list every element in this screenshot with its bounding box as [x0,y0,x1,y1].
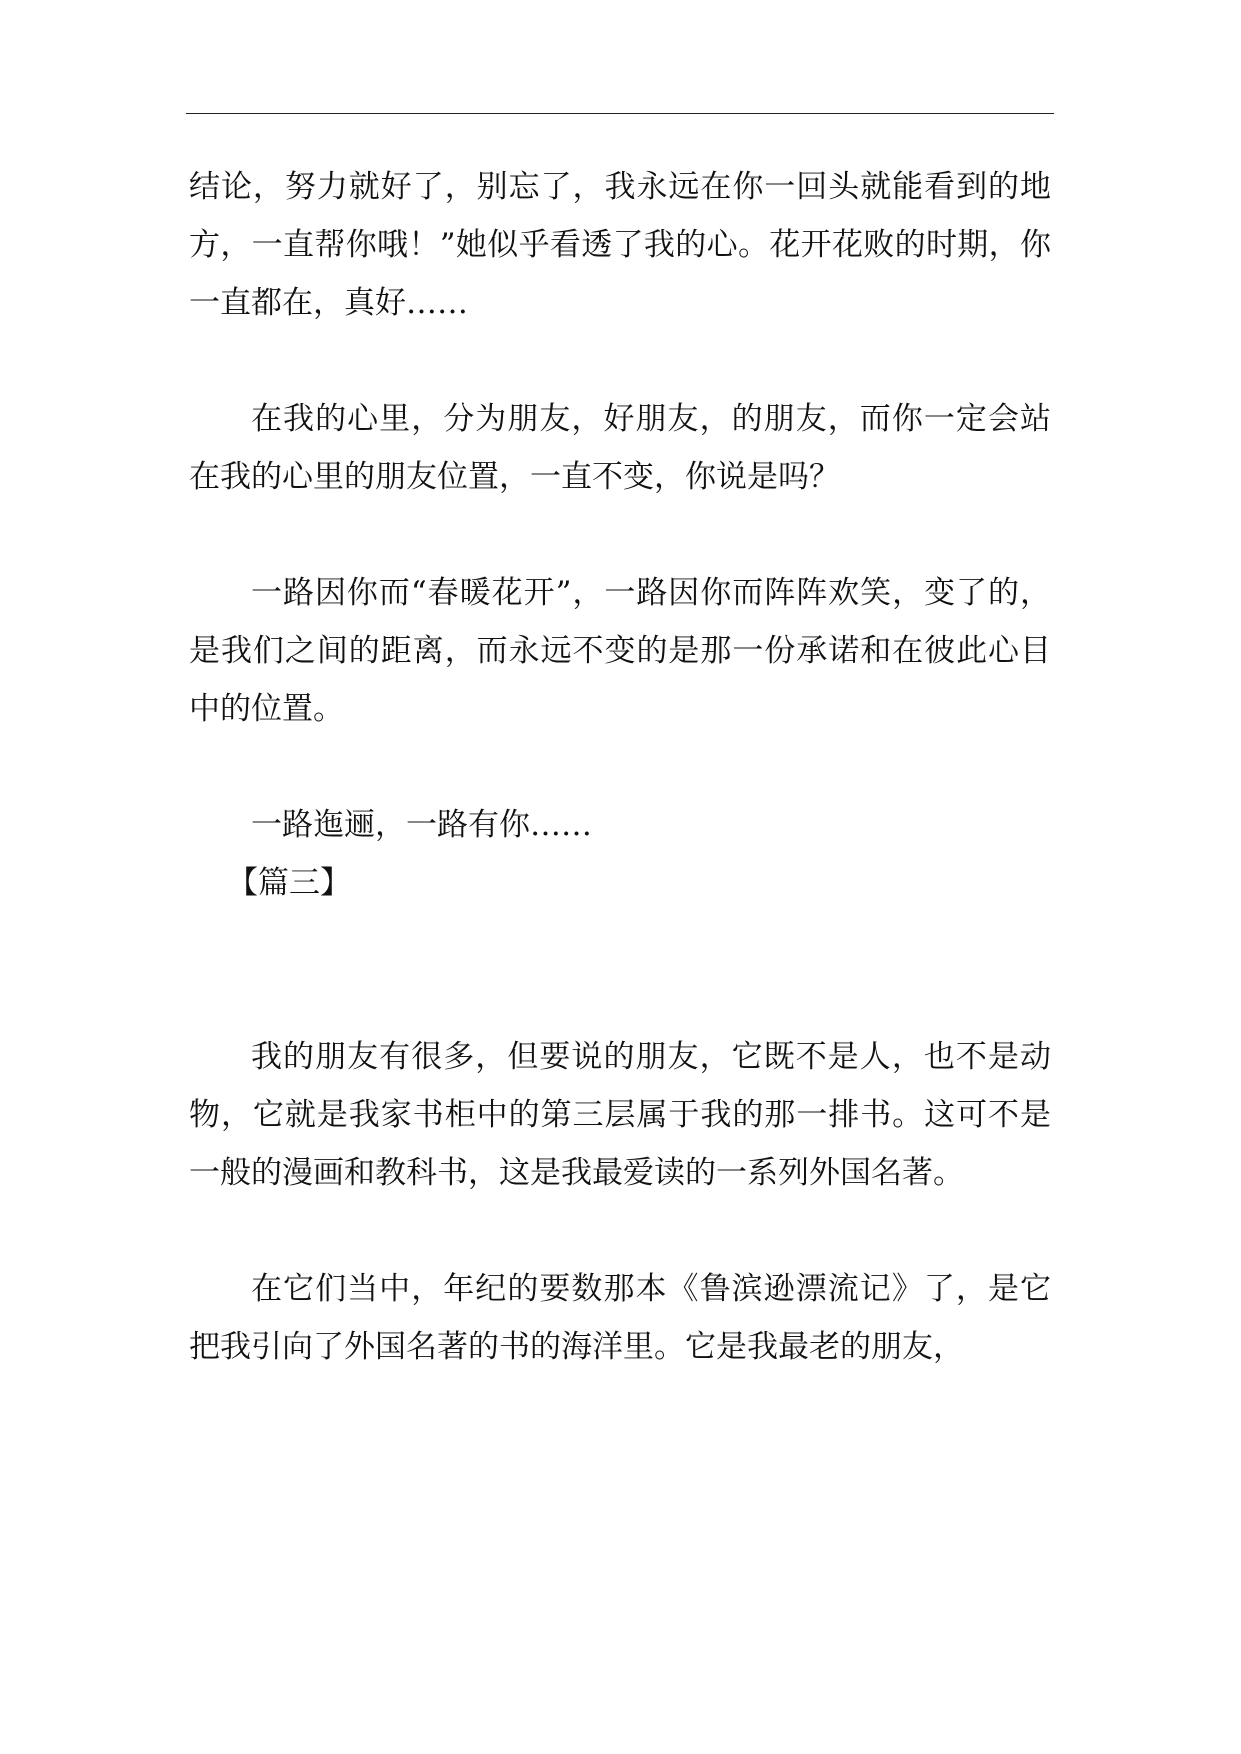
paragraph-friend-position: 在我的心里，分为朋友，好朋友，的朋友，而你一定会站在我的心里的朋友位置，一直不变，你说是吗？ [189,401,1051,495]
paragraph-spring-flowers: 一路因你而“春暖花开”，一路因你而阵阵欢笑，变了的，是我们之间的距离，而永远不变的是那一份承诺和在彼此心目中的位置。 [189,575,1051,727]
paragraph-robinson-crusoe: 在它们当中，年纪的要数那本《鲁滨逊漂流记》了，是它把我引向了外国名著的书的海洋里。它是我最老的朋友， [189,1271,1051,1365]
section-heading: 【篇三】 [227,865,351,901]
paragraph-continuation: 结论，努力就好了，别忘了，我永远在你一回头就能看到的地方，一直帮你哦！”她似乎看透了我的心。花开花败的时期，你一直都在，真好…… [189,169,1051,321]
paragraph-winding-road: 一路迤逦，一路有你…… [251,807,592,843]
paragraph-books-friend: 我的朋友有很多，但要说的朋友，它既不是人，也不是动物，它就是我家书柜中的第三层属于我的那一排书。这可不是一般的漫画和教科书，这是我最爱读的一系列外国名著。 [189,1039,1051,1191]
document-body [189,158,1051,1376]
header-rule [186,113,1054,114]
